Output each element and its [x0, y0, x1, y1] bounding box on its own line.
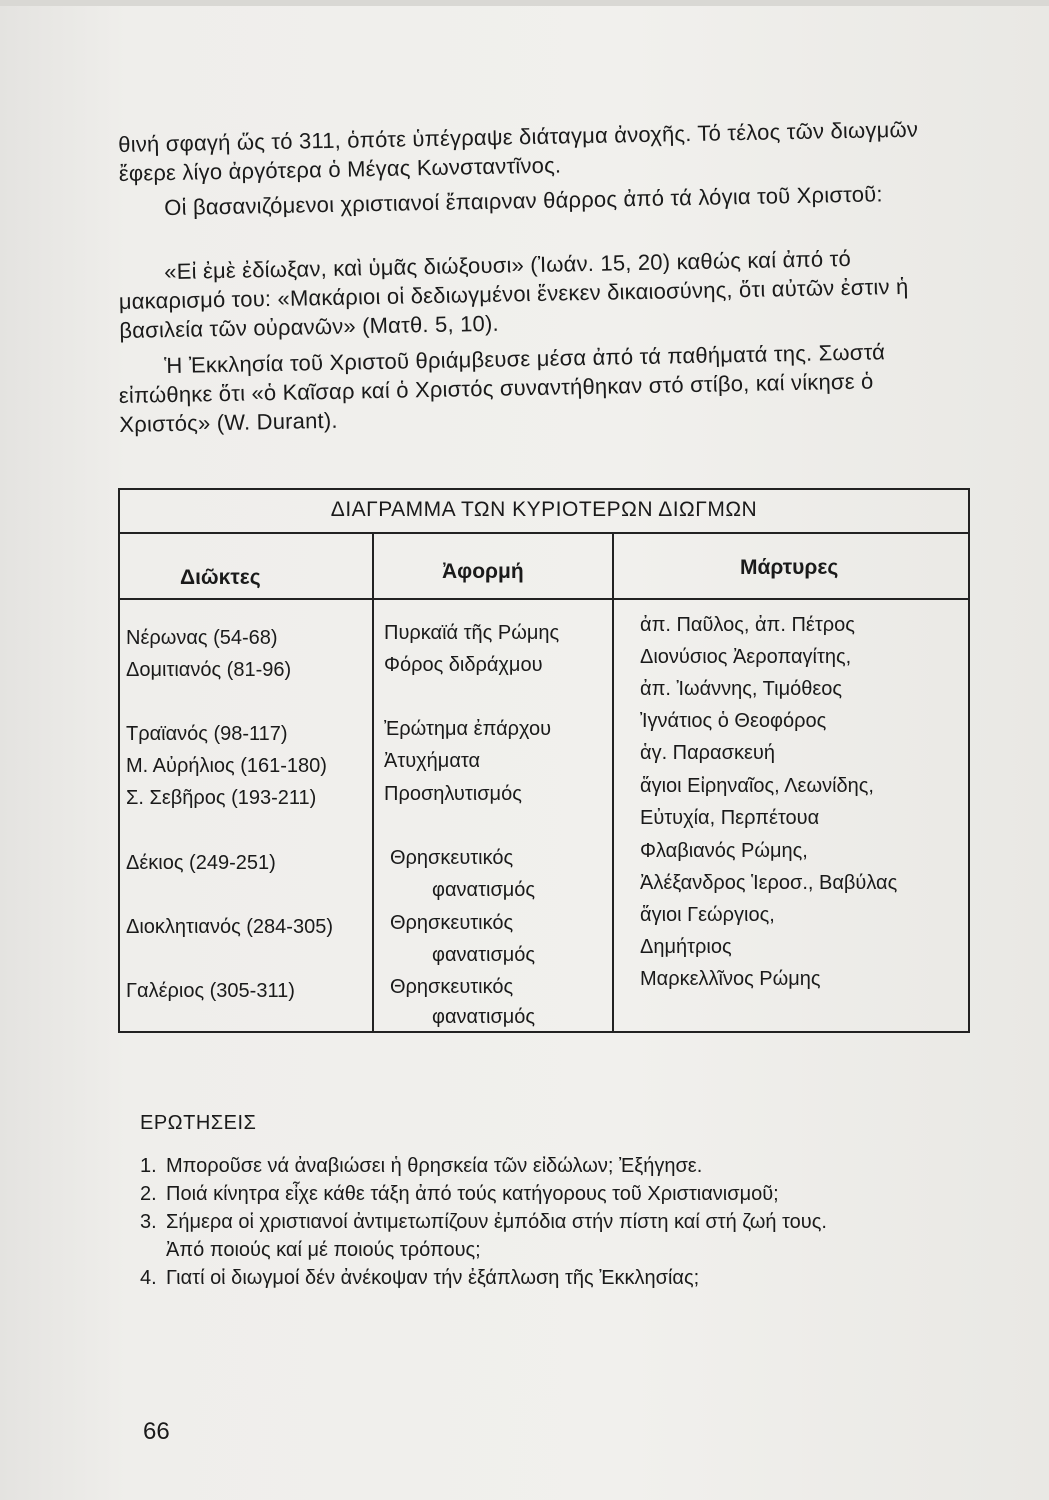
cause-religious-2: Θρησκευτικός [390, 912, 514, 934]
martyr-dionysius: Διονύσιος Ἀεροπαγίτης, [640, 646, 852, 668]
martyr-eutychia-perpetua: Εὐτυχία, Περπέτουα [640, 807, 820, 829]
question-2 [140, 1180, 779, 1208]
question-4-number: 4. [140, 1267, 157, 1289]
question-2-number: 2. [140, 1183, 157, 1205]
cause-fanaticism-3: φανατισμός [432, 1006, 536, 1028]
page-number: 66 [143, 1418, 170, 1445]
martyr-paraskevi: ἁγ. Παρασκευή [640, 742, 775, 764]
question-1 [140, 1152, 702, 1180]
question-1-text: Μποροῦσε νά ἀναβιώσει ἡ θρησκεία τῶν εἰδώλων; Ἐξήγησε. [166, 1155, 703, 1177]
header-martyrs: Μάρτυρες [740, 556, 839, 579]
persecutor-diocletian: Διοκλητιανός (284-305) [126, 916, 333, 938]
cause-fanaticism-1: φανατισμός [432, 879, 536, 901]
table-title-divider [120, 532, 968, 534]
paragraph-1-text: θινή σφαγή ὥς τό 311, ὁπότε ὑπέγραψε διάταγμα ἀνοχῆς. Τό τέλος τῶν διωγμῶν ἔφερε λίγο ἀργότερα ὁ Μέγας Κωνσταντῖνος. [118, 116, 919, 186]
question-3-number: 3. [140, 1211, 157, 1233]
martyr-john-timothy: ἀπ. Ἰωάννης, Τιμόθεος [640, 678, 843, 700]
martyr-paul-peter: ἀπ. Παῦλος, ἀπ. Πέτρος [640, 614, 855, 636]
persecutor-decius: Δέκιος (249-251) [126, 852, 276, 874]
persecutions-table [118, 488, 970, 1033]
question-3b-text: Ἀπό ποιούς καί μέ ποιούς τρόπους; [166, 1239, 481, 1261]
martyr-demetrius: Δημήτριος [640, 936, 732, 958]
question-3 [140, 1208, 827, 1236]
cause-misfortunes: Ἀτυχήματα [384, 750, 481, 772]
header-cause: Ἀφορμή [442, 560, 524, 583]
question-3-text: Σήμερα οἱ χριστιανοί ἀντιμετωπίζουν ἐμπόδια στήν πίστη καί στή ζωή τους. [166, 1211, 827, 1233]
cause-religious-3: Θρησκευτικός [390, 976, 514, 998]
cause-religious-1: Θρησκευτικός [390, 847, 514, 869]
persecutor-galerius: Γαλέριος (305-311) [126, 980, 295, 1002]
martyr-alexander-babylas: Ἀλέξανδρος Ἱεροσ., Βαβύλας [640, 872, 898, 894]
paragraph-1 [118, 114, 949, 188]
cause-proselytism: Προσηλυτισμός [384, 783, 522, 805]
cause-didrachm-tax: Φόρος διδράχμου [384, 654, 543, 676]
martyr-irenaeus-leonides: ἅγιοι Εἰρηναῖος, Λεωνίδης, [640, 775, 874, 797]
table-column-divider-1 [372, 532, 374, 1033]
cause-fanaticism-2: φανατισμός [432, 944, 536, 966]
martyr-ignatius: Ἰγνάτιος ὁ Θεοφόρος [640, 710, 827, 732]
cause-governor-question: Ἐρώτημα ἐπάρχου [384, 718, 552, 740]
paragraph-4-text: Ἡ Ἐκκλησία τοῦ Χριστοῦ θριάμβευσε μέσα ἀπό τά παθήματά της. Σωστά εἰπώθηκε ὅτι «ὁ Καῖσαρ καί ὁ Χριστός συναντήθηκαν στό στίβο, καί νίκησε ὁ Χριστός» (W. Durant). [118, 339, 886, 437]
persecutor-marcus-aurelius: Μ. Αὐρήλιος (161-180) [126, 755, 327, 777]
paragraph-3-text: «Εἰ ἐμὲ ἐδίωξαν, καὶ ὑμᾶς διώξουσι» (Ἰωάν. 15, 20) καθώς καί ἀπό τό μακαρισμό του: «Μακάριοι οἱ δεδιωγμένοι ἕνεκεν δικαιοσύνης, ὅτι αὐτῶν ἐστιν ἡ βασιλεία τῶν οὐρανῶν» (Ματθ. 5, 10). [118, 245, 909, 343]
persecutor-trajan: Τραϊανός (98-117) [126, 723, 288, 745]
question-1-number: 1. [140, 1155, 157, 1177]
question-4 [140, 1264, 699, 1292]
table-header-divider [120, 598, 968, 600]
page-top-edge [0, 0, 1049, 6]
header-persecutors: Διῶκτες [180, 566, 261, 589]
table-column-divider-2 [612, 532, 614, 1033]
question-3-continuation [140, 1236, 481, 1264]
paragraph-4 [118, 336, 950, 439]
table-title: ΔΙΑΓΡΑΜΜΑ ΤΩΝ ΚΥΡΙΟΤΕΡΩΝ ΔΙΩΓΜΩΝ [330, 498, 758, 521]
persecutor-nero: Νέρωνας (54-68) [126, 627, 278, 649]
persecutor-domitian: Δομιτιανός (81-96) [126, 659, 292, 681]
questions-title: ΕΡΩΤΗΣΕΙΣ [140, 1112, 257, 1134]
question-2-text: Ποιά κίνητρα εἶχε κάθε τάξη ἀπό τούς κατήγορους τοῦ Χριστιανισμοῦ; [166, 1183, 779, 1205]
question-4-text: Γιατί οἱ διωγμοί δέν ἀνέκοψαν τήν ἐξάπλωση τῆς Ἐκκλησίας; [166, 1267, 700, 1289]
cause-fire-of-rome: Πυρκαϊά τῆς Ρώμης [384, 622, 560, 644]
paragraph-2-text: Οἱ βασανιζόμενοι χριστιανοί ἔπαιρναν θάρρος ἀπό τά λόγια τοῦ Χριστοῦ: [164, 181, 883, 221]
martyr-marcellinus: Μαρκελλῖνος Ρώμης [640, 968, 821, 990]
persecutor-septimius-severus: Σ. Σεβῆρος (193-211) [126, 787, 317, 809]
martyr-flavian: Φλαβιανός Ρώμης, [640, 840, 808, 862]
martyr-george: ἅγιοι Γεώργιος, [640, 904, 775, 926]
paragraph-3 [118, 242, 950, 345]
